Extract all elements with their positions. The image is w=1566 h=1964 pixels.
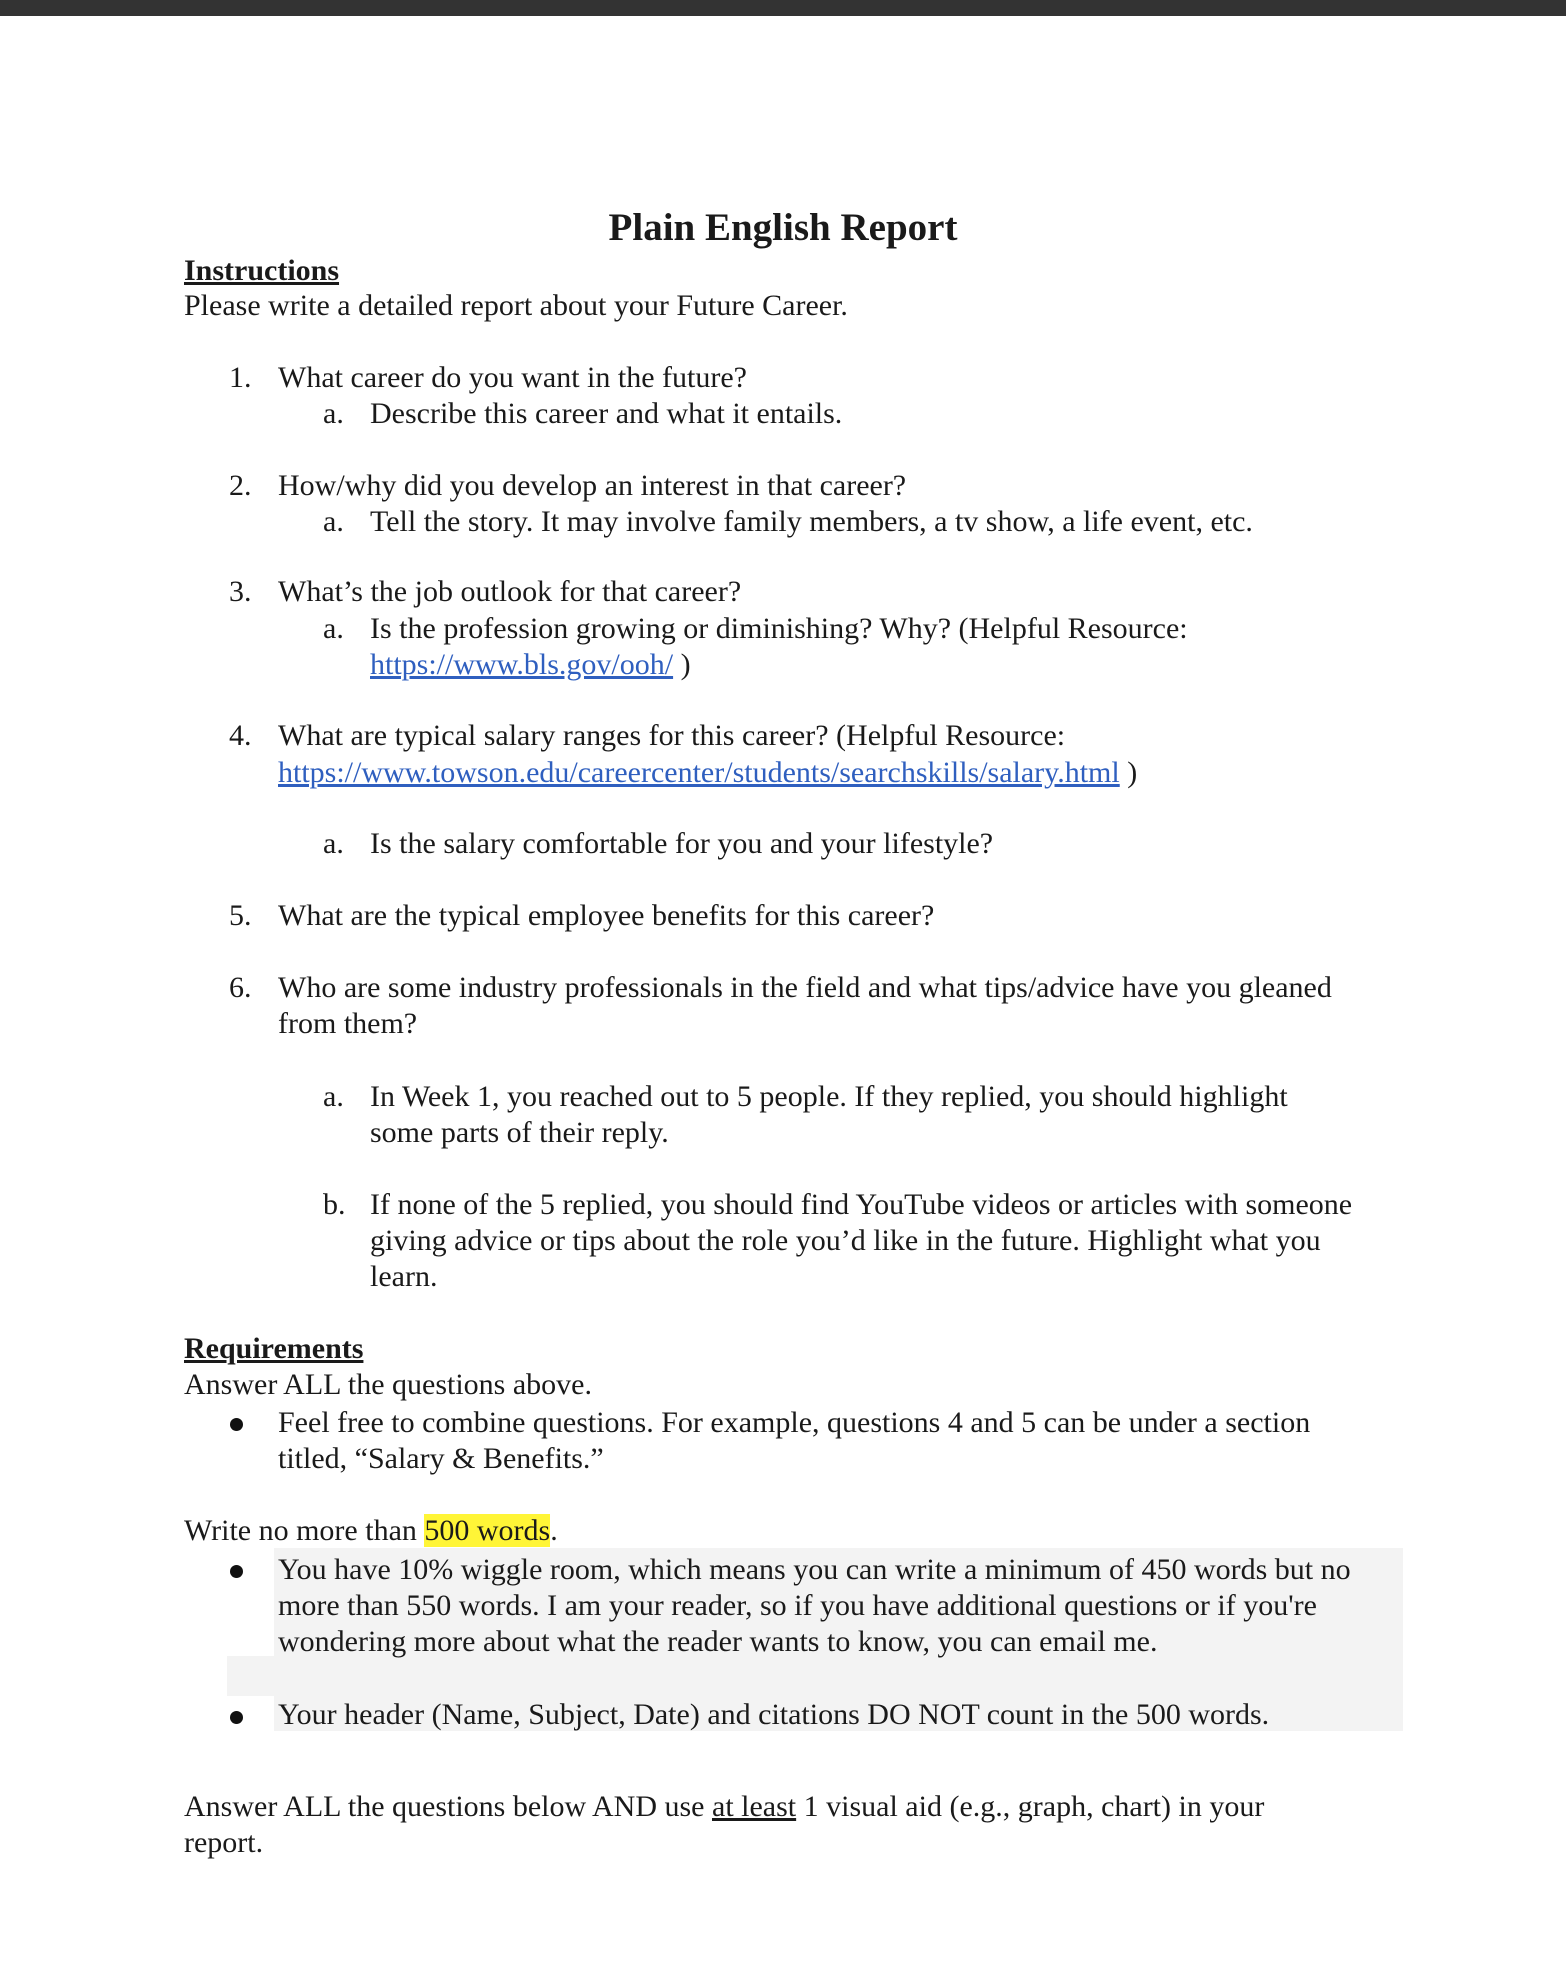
question-3-text: What’s the job outlook for that career?	[278, 575, 742, 608]
closing-suffix: 1 visual aid (e.g., graph, chart) in your	[796, 1790, 1265, 1823]
question-4-resource-line	[278, 755, 1137, 791]
bullet-icon	[230, 1418, 243, 1431]
requirement-bullet1-line1: Feel free to combine questions. For example, questions 4 and 5 can be under a section	[278, 1406, 1311, 1439]
requirement-bullet2-line1: You have 10% wiggle room, which means you can write a minimum of 450 words but no	[278, 1553, 1351, 1586]
requirement-bullet2-line2: more than 550 words. I am your reader, so if you have additional questions or if you're	[278, 1589, 1317, 1622]
question-6b-label: b.	[323, 1188, 346, 1221]
question-3a-resource-line	[370, 647, 691, 683]
question-2a-label: a.	[323, 505, 344, 538]
towson-salary-link[interactable]: https://www.towson.edu/careercenter/students/searchskills/salary.html	[278, 756, 1120, 789]
question-4-closing-paren: )	[1119, 756, 1138, 789]
instructions-heading: Instructions	[184, 254, 340, 287]
question-1a-text: Describe this career and what it entails.	[370, 397, 843, 430]
word-limit-prefix: Write no more than	[184, 1514, 425, 1547]
question-1-number: 1.	[229, 361, 252, 394]
closing-line2: report.	[184, 1826, 264, 1859]
question-6b-line2: giving advice or tips about the role you’d like in the future. Highlight what you	[370, 1224, 1321, 1257]
word-limit-highlight: 500 words	[424, 1514, 551, 1547]
requirement-bullet3: Your header (Name, Subject, Date) and citations DO NOT count in the 500 words.	[278, 1698, 1270, 1731]
question-1a-label: a.	[323, 397, 344, 430]
question-3-number: 3.	[229, 575, 252, 608]
question-5-number: 5.	[229, 899, 252, 932]
requirements-answer-all: Answer ALL the questions above.	[184, 1368, 592, 1401]
question-4-number: 4.	[229, 719, 252, 752]
closing-line1	[184, 1789, 1264, 1825]
question-4a-text: Is the salary comfortable for you and your lifestyle?	[370, 827, 994, 860]
question-6b-line1: If none of the 5 replied, you should find YouTube videos or articles with someone	[370, 1188, 1353, 1221]
word-limit-suffix: .	[550, 1514, 558, 1547]
bullet-icon	[230, 1565, 243, 1578]
question-3a-text: Is the profession growing or diminishing? Why? (Helpful Resource:	[370, 612, 1188, 645]
requirement-bullet1-line2: titled, “Salary & Benefits.”	[278, 1442, 604, 1475]
question-6a-label: a.	[323, 1080, 344, 1113]
question-2-number: 2.	[229, 469, 252, 502]
closing-prefix: Answer ALL the questions below AND use	[184, 1790, 712, 1823]
question-2-text: How/why did you develop an interest in that career?	[278, 469, 907, 502]
question-3a-closing-paren: )	[673, 648, 691, 681]
closing-underlined: at least	[712, 1790, 797, 1823]
word-limit-line	[184, 1513, 558, 1549]
document-title: Plain English Report	[608, 206, 958, 249]
question-6a-line2: some parts of their reply.	[370, 1116, 669, 1149]
question-1-text: What career do you want in the future?	[278, 361, 747, 394]
requirements-heading: Requirements	[184, 1332, 364, 1365]
question-6-text-line2: from them?	[278, 1007, 418, 1040]
question-4-text: What are typical salary ranges for this career? (Helpful Resource:	[278, 719, 1066, 752]
bullet-icon	[230, 1711, 243, 1724]
question-2a-text: Tell the story. It may involve family members, a tv show, a life event, etc.	[370, 505, 1253, 538]
question-4a-label: a.	[323, 827, 344, 860]
requirement-bullet2-line3: wondering more about what the reader wants to know, you can email me.	[278, 1625, 1158, 1658]
question-5-text: What are the typical employee benefits for this career?	[278, 899, 935, 932]
bls-ooh-link[interactable]: https://www.bls.gov/ooh/	[370, 648, 674, 681]
question-6-text-line1: Who are some industry professionals in the field and what tips/advice have you gleaned	[278, 971, 1332, 1004]
instructions-intro: Please write a detailed report about your Future Career.	[184, 289, 848, 322]
question-6a-line1: In Week 1, you reached out to 5 people. If they replied, you should highlight	[370, 1080, 1288, 1113]
question-3a-label: a.	[323, 612, 344, 645]
question-6b-line3: learn.	[370, 1260, 438, 1293]
question-6-number: 6.	[229, 971, 252, 1004]
